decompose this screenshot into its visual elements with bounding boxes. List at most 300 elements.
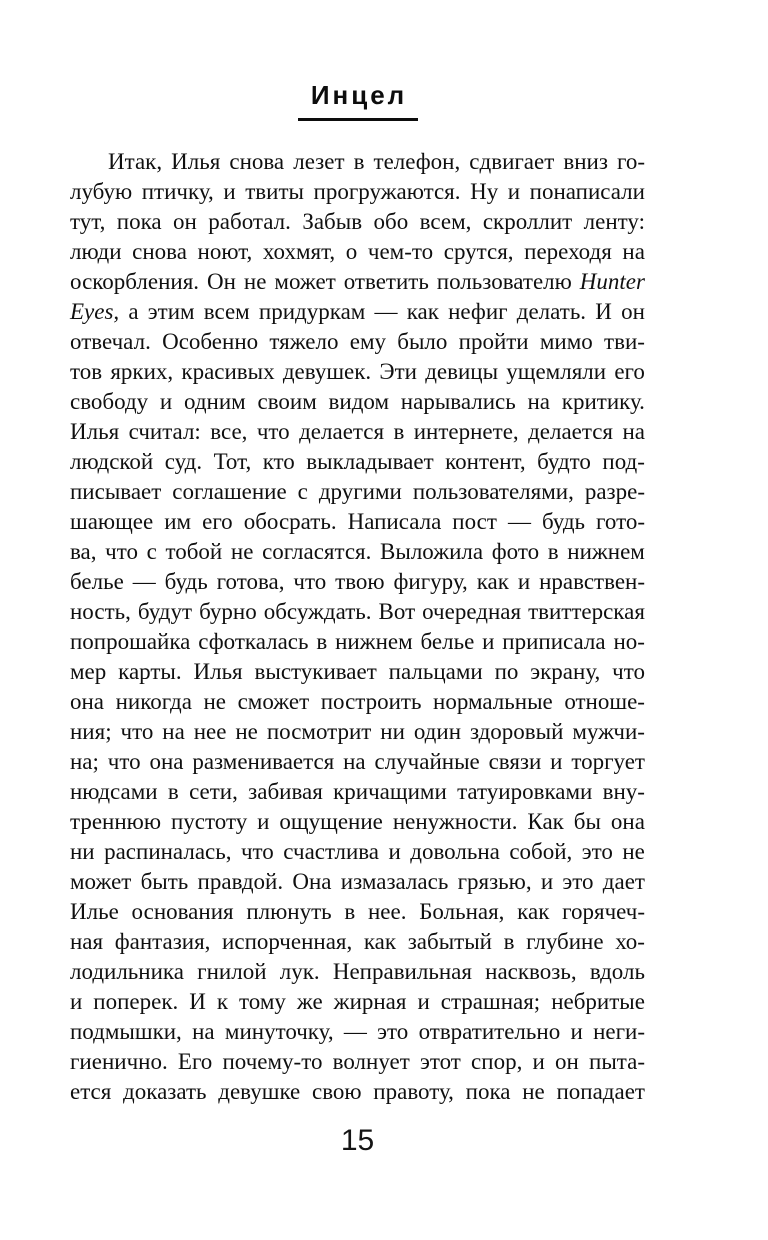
word: дает [602, 869, 645, 894]
word: нюдсами [70, 779, 158, 804]
word: нее [193, 719, 227, 744]
word: ноют, [197, 239, 253, 264]
word: сфоткалась [198, 629, 309, 654]
page-number: 15 [340, 1124, 375, 1157]
word: не [230, 539, 254, 564]
text-line [70, 659, 645, 689]
word: — [343, 1019, 367, 1044]
word: будто [537, 449, 591, 474]
word: лодильника [70, 959, 184, 984]
title-underline-rule [298, 118, 418, 121]
word: что [293, 569, 327, 594]
word: Неправильная [332, 959, 472, 984]
word: Ну [470, 179, 499, 204]
word: забивая [248, 779, 323, 804]
word: отвечал. [70, 329, 151, 354]
word: к [216, 989, 229, 1014]
word: о [345, 239, 358, 264]
word: одним [184, 389, 246, 414]
text-line [70, 959, 645, 989]
text-line [70, 689, 645, 719]
text-line [70, 239, 645, 269]
word: гото- [596, 509, 645, 534]
word: и [482, 629, 495, 654]
word: треннюю [70, 809, 162, 834]
word: в [503, 929, 515, 954]
word: пустоту [170, 809, 248, 834]
word: она [149, 749, 184, 774]
word: ва, [70, 539, 97, 564]
word: тобой [165, 539, 223, 564]
word: шающее [70, 509, 154, 534]
text-line [70, 779, 645, 809]
text-line [70, 869, 645, 899]
word: будь [541, 509, 586, 534]
word: он [555, 1049, 579, 1074]
text-line [70, 1019, 645, 1049]
word: нравствен- [539, 569, 645, 594]
word: Его [177, 1049, 213, 1074]
word: посмотрит [266, 719, 372, 744]
word: всем, [419, 209, 472, 234]
word: собой, [509, 839, 573, 864]
word: здоровый [469, 719, 564, 744]
word: и [417, 989, 430, 1014]
word: связи [488, 749, 542, 774]
word: грязью, [457, 869, 532, 894]
word: им [164, 509, 192, 534]
word: работал. [208, 209, 291, 234]
word: выкладывает [306, 449, 434, 474]
text-line [70, 179, 645, 209]
word: в [344, 899, 356, 924]
word: как [363, 929, 397, 954]
word: это [562, 869, 594, 894]
word: минуточку, [224, 1019, 334, 1044]
word: пока [465, 1079, 511, 1104]
text-line [70, 1079, 645, 1109]
word: мимо [539, 329, 593, 354]
word: гнилой [197, 959, 267, 984]
word: чем-то [367, 239, 434, 264]
word: понаписали [529, 179, 645, 204]
word: людской [70, 449, 154, 474]
word: девушек. [282, 359, 372, 384]
text-line [70, 989, 645, 1019]
word: фигуру, [393, 569, 468, 594]
word: ярких, [110, 359, 174, 384]
word: неги- [593, 1019, 645, 1044]
word: ется [70, 1079, 112, 1104]
word: белье [420, 629, 475, 654]
word: люди [70, 239, 122, 264]
word: в [547, 539, 559, 564]
word: что [256, 419, 290, 444]
word: соглашение [172, 479, 287, 504]
text-line [70, 599, 645, 629]
word: пыта- [589, 1049, 645, 1074]
word: распиналась, [104, 839, 232, 864]
word: не [522, 1079, 545, 1104]
word: поперек. [93, 989, 179, 1014]
word: снова [132, 239, 187, 264]
word: и [507, 179, 521, 204]
text-line [70, 839, 645, 869]
word: попрошайка [70, 629, 191, 654]
word: свободу [70, 389, 149, 414]
word: на [527, 389, 551, 414]
word: лубую [70, 179, 133, 204]
word: Тот, [213, 449, 252, 474]
word: и [517, 569, 531, 594]
text-line [70, 299, 645, 329]
word: она [610, 809, 645, 834]
word: никогда [115, 689, 192, 714]
word: мер [70, 659, 107, 684]
word: Забыв [302, 209, 363, 234]
word: этим [147, 299, 195, 324]
text-line [70, 719, 645, 749]
word: Илья [70, 419, 120, 444]
word: на [192, 1019, 215, 1044]
word: как [406, 299, 439, 324]
word: Вот [378, 599, 416, 624]
word: ощущение [279, 809, 383, 834]
text-line [70, 629, 645, 659]
word: Больная, [419, 899, 505, 924]
word: нее. [368, 899, 407, 924]
word: бурно [199, 599, 257, 624]
word: в [167, 779, 179, 804]
word: будь [164, 569, 208, 594]
word: всем [203, 299, 250, 324]
word: согласятся. [262, 539, 372, 564]
word: делать. [516, 299, 587, 324]
word: ленту: [583, 209, 645, 234]
word: попадает [556, 1079, 645, 1104]
word: и [223, 179, 236, 204]
word: хохмят, [262, 239, 336, 264]
word: готова, [216, 569, 285, 594]
word: твою [335, 569, 385, 594]
word: с [297, 479, 308, 504]
word: тому [239, 989, 286, 1014]
word: ная [70, 929, 104, 954]
word: и [159, 389, 173, 414]
word: Особенно [162, 329, 259, 354]
word: что [612, 659, 645, 684]
word: по [494, 659, 519, 684]
word: на [343, 749, 366, 774]
word: его [202, 509, 233, 534]
word: построить [320, 689, 422, 714]
word: — [374, 299, 398, 324]
text-line [70, 419, 645, 449]
word: очередная [422, 599, 522, 624]
text-line [70, 149, 645, 179]
word: пользователю [436, 269, 572, 294]
word: Eyes, [70, 299, 120, 324]
word: пройти [458, 329, 529, 354]
word: нормальные [433, 689, 553, 714]
word: писывает [70, 479, 162, 504]
word: скроллит [482, 209, 573, 234]
word: Она [292, 869, 332, 894]
word: измазалась [340, 869, 449, 894]
word: это [377, 1019, 409, 1044]
word: и [570, 1019, 583, 1044]
word: это [581, 839, 613, 864]
word: Итак, [108, 149, 163, 174]
word: го- [616, 149, 645, 174]
word: она [70, 689, 105, 714]
word: ненужности. [392, 809, 518, 834]
word: Илья [193, 659, 243, 684]
word: девушке [218, 1079, 301, 1104]
word: ни [380, 719, 405, 744]
word: белье [70, 569, 124, 594]
word: Илья [171, 149, 221, 174]
word: Эти [379, 359, 417, 384]
word: подмышки, [70, 1019, 182, 1044]
word: делается [528, 419, 614, 444]
text-line [70, 569, 645, 599]
word: один [413, 719, 462, 744]
word: другими [318, 479, 402, 504]
word: тут, [70, 209, 106, 234]
word: и [532, 1049, 545, 1074]
word: на [162, 719, 185, 744]
word: отвратительно [418, 1019, 561, 1044]
word: отноше- [564, 689, 645, 714]
word: обосрать. [243, 509, 337, 534]
word: спор, [471, 1049, 523, 1074]
word: может [274, 269, 336, 294]
page-body-text [70, 149, 645, 1109]
word: обо [373, 209, 409, 234]
chapter-header [70, 82, 645, 121]
word: телефон, [373, 149, 461, 174]
word: довольна [410, 839, 500, 864]
text-line [70, 449, 645, 479]
word: горячеч- [562, 899, 645, 924]
word: экрану, [530, 659, 601, 684]
word: как [476, 569, 509, 594]
word: небритые [551, 989, 645, 1014]
word: И [189, 989, 206, 1014]
word: он [173, 209, 197, 234]
word: тви- [604, 329, 645, 354]
word: интернете, [413, 419, 519, 444]
word: жирная [333, 989, 407, 1014]
text-line [70, 899, 645, 929]
word: нефиг [448, 299, 508, 324]
word: может [70, 869, 132, 894]
word: Как [527, 809, 564, 834]
word: видом [328, 389, 390, 414]
word: разменивается [192, 749, 335, 774]
word: гиенично. [70, 1049, 168, 1074]
word: Написала [347, 509, 442, 534]
word: вдоль [589, 959, 645, 984]
word: на; [70, 749, 99, 774]
word: — [507, 509, 531, 534]
word: ему [349, 329, 386, 354]
word: оскорбления. [70, 269, 200, 294]
word: фантазия, [114, 929, 211, 954]
word: ни [70, 839, 95, 864]
word: все, [210, 419, 248, 444]
word: придуркам [258, 299, 366, 324]
word: пальцами [388, 659, 483, 684]
word: на [622, 419, 645, 444]
word: хо- [615, 929, 645, 954]
word: переходя [524, 239, 612, 264]
word: доказать [123, 1079, 207, 1104]
word: его [614, 359, 645, 384]
word: тяжело [269, 329, 339, 354]
word: делается [299, 419, 385, 444]
word: нижнем [567, 539, 645, 564]
word: не [235, 719, 258, 744]
word: срутся, [443, 239, 514, 264]
word: ния; [70, 719, 112, 744]
word: что [105, 539, 138, 564]
word: И [595, 299, 612, 324]
word: обсуждать. [263, 599, 372, 624]
text-line [70, 209, 645, 239]
word: в [353, 149, 365, 174]
word: что [240, 839, 274, 864]
word: и [70, 989, 83, 1014]
word: свою [311, 1079, 362, 1104]
word: вну- [602, 779, 645, 804]
text-line [70, 389, 645, 419]
word: правдой. [197, 869, 284, 894]
word: лезет [293, 149, 345, 174]
word: критику. [561, 389, 645, 414]
text-line [70, 749, 645, 779]
word: случайные [374, 749, 480, 774]
text-line [70, 929, 645, 959]
word: счастлива [283, 839, 380, 864]
word: не [243, 269, 267, 294]
word: он [621, 299, 645, 324]
word: бы [573, 809, 601, 834]
word: снова [229, 149, 285, 174]
word: не [622, 839, 645, 864]
word: птичку, [141, 179, 214, 204]
word: прогружаются. [313, 179, 461, 204]
word: девицы [425, 359, 499, 384]
word: в [316, 629, 328, 654]
word: пользователями, [412, 479, 574, 504]
word: основания [131, 899, 234, 924]
word: забытый [407, 929, 492, 954]
word: Илье [70, 899, 119, 924]
word: нарывались [400, 389, 516, 414]
word: пока [116, 209, 162, 234]
word: приписала [502, 629, 606, 654]
chapter-title: Инцел [310, 80, 408, 110]
word: а [128, 299, 139, 324]
word: что [107, 749, 141, 774]
word: татуировками [457, 779, 593, 804]
word: под- [602, 449, 645, 474]
text-line [70, 539, 645, 569]
word: тов [70, 359, 103, 384]
word: будут [137, 599, 193, 624]
word: плюнуть [246, 899, 332, 924]
text-line [70, 509, 645, 539]
word: нижнем [335, 629, 413, 654]
word: пост [452, 509, 497, 534]
word: — [132, 569, 156, 594]
word: в [393, 419, 405, 444]
word: волнует [332, 1049, 410, 1074]
word: правоту, [373, 1079, 454, 1104]
word: ущемляли [506, 359, 607, 384]
word: этот [419, 1049, 461, 1074]
word: не [203, 689, 227, 714]
word: быть [140, 869, 189, 894]
word: Выложила [380, 539, 484, 564]
text-line [70, 479, 645, 509]
word: испорченная, [222, 929, 353, 954]
word: на [622, 239, 645, 264]
word: сдвигает [469, 149, 555, 174]
word: контент, [445, 449, 526, 474]
word: суд. [164, 449, 203, 474]
text-line [70, 809, 645, 839]
word: было [397, 329, 448, 354]
word: и [540, 869, 554, 894]
text-line [70, 1049, 645, 1079]
word: разре- [584, 479, 645, 504]
word: что [120, 719, 154, 744]
word: глубине [526, 929, 604, 954]
word: Hunter [579, 269, 645, 294]
word: лук. [279, 959, 320, 984]
word: мужчи- [572, 719, 645, 744]
text-line [70, 359, 645, 389]
word: и [388, 839, 401, 864]
word: и [550, 749, 563, 774]
word: с [146, 539, 157, 564]
word: твиттерская [528, 599, 645, 624]
word: но- [613, 629, 645, 654]
word: торгует [571, 749, 645, 774]
word: твиты [245, 179, 304, 204]
word: сети, [189, 779, 238, 804]
word: страшная; [440, 989, 541, 1014]
word: фото [491, 539, 540, 564]
word: считал: [128, 419, 201, 444]
word: почему-то [222, 1049, 323, 1074]
word: насквозь, [485, 959, 577, 984]
word: ответить [343, 269, 429, 294]
word: вниз [563, 149, 608, 174]
text-line [70, 269, 645, 299]
word: кто [262, 449, 295, 474]
word: как [517, 899, 550, 924]
word: же [296, 989, 323, 1014]
word: ность, [70, 599, 131, 624]
word: сможет [237, 689, 310, 714]
word: красивых [181, 359, 275, 384]
word: кричащими [333, 779, 447, 804]
word: Он [207, 269, 236, 294]
